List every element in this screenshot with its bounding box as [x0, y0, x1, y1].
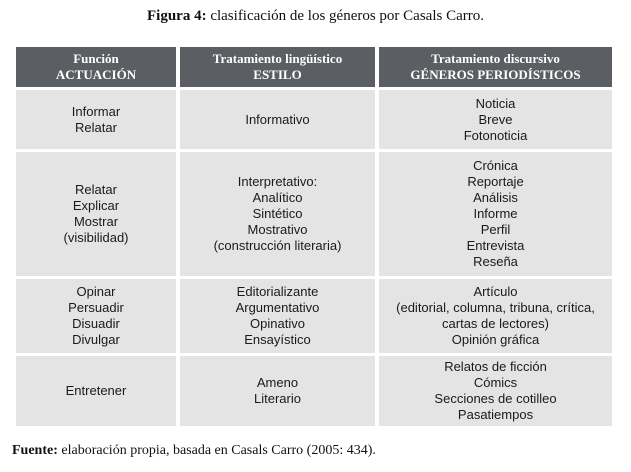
- cell-line: Sintético: [252, 206, 303, 221]
- cell-line: Ameno: [256, 375, 299, 390]
- header-line: ESTILO: [253, 67, 302, 82]
- cell-line: Entrevista: [466, 238, 525, 253]
- cell-line: Entretener: [65, 383, 127, 398]
- caption-text: clasificación de los géneros por Casals Carro.: [206, 8, 484, 24]
- cell-estilo: [180, 279, 375, 353]
- cell-line: Persuadir: [68, 300, 124, 315]
- cell-line: Informar: [71, 103, 121, 119]
- cell-line: Informe: [473, 206, 518, 221]
- table-row: [16, 356, 612, 426]
- cell-generos: [379, 356, 612, 426]
- cell-line: Analítico: [252, 190, 303, 205]
- cell-generos: [379, 279, 612, 353]
- header-line: Función: [73, 51, 119, 66]
- cell-line: Disuadir: [72, 316, 120, 331]
- cell-line: Fotonoticia: [463, 127, 528, 143]
- cell-line: Explicar: [72, 198, 120, 213]
- header-estilo: [180, 47, 375, 87]
- header-funcion: [16, 47, 176, 87]
- cell-line: Reseña: [473, 254, 518, 269]
- cell-line: Literario: [254, 391, 301, 406]
- cell-funcion: [16, 356, 176, 426]
- cell-generos: [379, 152, 612, 276]
- cell-line: Informativo: [245, 111, 310, 127]
- header-generos: [379, 47, 612, 87]
- cell-line: Perfil: [480, 222, 511, 237]
- cell-line: Relatos de ficción: [444, 359, 547, 374]
- cell-line: Mostrar: [73, 214, 119, 229]
- cell-line: Crónica: [473, 158, 518, 173]
- cell-estilo: [180, 90, 375, 149]
- cell-line: Noticia: [475, 95, 516, 111]
- cell-line: Relatar: [75, 119, 117, 135]
- caption-label: Figura 4:: [147, 8, 207, 24]
- cell-line: Divulgar: [72, 332, 120, 347]
- cell-line: Análisis: [473, 190, 518, 205]
- cell-line: Opinión gráfica: [451, 332, 540, 347]
- header-line: ACTUACIÓN: [55, 67, 137, 82]
- cell-funcion: [16, 90, 176, 149]
- cell-funcion: [16, 152, 176, 276]
- cell-line: Interpretativo:: [237, 174, 318, 189]
- cell-line: Mostrativo: [247, 222, 308, 237]
- cell-line: (construcción literaria): [213, 238, 342, 253]
- table-row: [16, 90, 612, 149]
- table-row: [16, 152, 612, 276]
- cell-funcion: [16, 279, 176, 353]
- cell-estilo: [180, 152, 375, 276]
- header-line: Tratamiento lingüístico: [212, 51, 343, 66]
- cell-line: Editorializante: [236, 284, 319, 299]
- cell-line: Pasatiempos: [457, 407, 534, 422]
- cell-line: Opinar: [76, 284, 116, 299]
- cell-line: Secciones de cotilleo: [434, 391, 557, 406]
- cell-line: (visibilidad): [63, 230, 129, 245]
- header-line: Tratamiento discursivo: [431, 51, 560, 66]
- figure-caption: [0, 8, 631, 25]
- cell-line: Ensayístico: [244, 332, 311, 347]
- genres-table: [12, 44, 616, 429]
- cell-line: Artículo: [473, 284, 518, 299]
- cell-line: (editorial, columna, tribuna, crítica,: [396, 300, 595, 315]
- header-line: GÉNEROS PERIODÍSTICOS: [410, 67, 581, 82]
- cell-line: Relatar: [75, 182, 117, 197]
- source-note: [12, 443, 376, 459]
- header-row: [16, 47, 612, 87]
- cell-estilo: [180, 356, 375, 426]
- cell-line: Reportaje: [467, 174, 524, 189]
- cell-line: Argumentativo: [235, 300, 320, 315]
- source-text: elaboración propia, basada en Casals Carro (2005: 434).: [57, 443, 376, 458]
- cell-line: cartas de lectores): [442, 316, 549, 331]
- cell-line: Breve: [478, 111, 513, 127]
- source-label: Fuente:: [12, 443, 58, 458]
- cell-generos: [379, 90, 612, 149]
- cell-line: Cómics: [473, 375, 518, 390]
- table-row: [16, 279, 612, 353]
- cell-line: Opinativo: [250, 316, 305, 331]
